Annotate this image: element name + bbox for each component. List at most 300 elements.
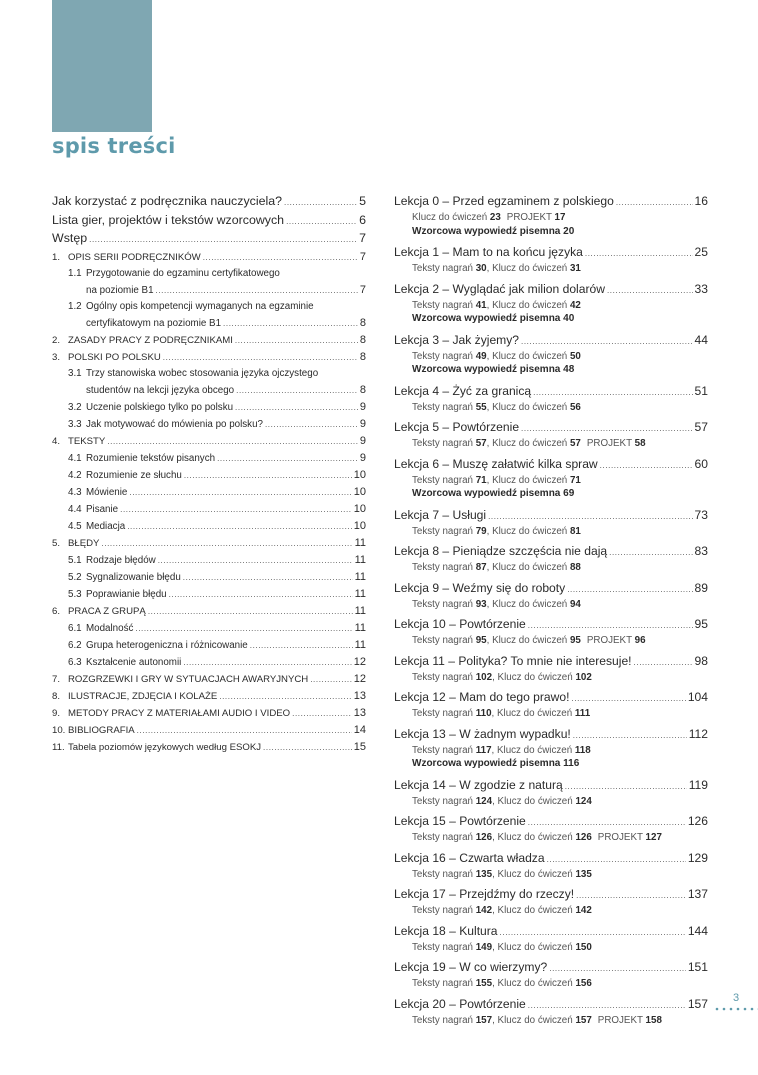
toc-subsection-line <box>68 654 366 671</box>
toc-page-number: 11 <box>354 638 366 651</box>
lesson-title: Lekcja 6 – Muszę załatwić kilka spraw <box>394 456 598 471</box>
project-page: 17 <box>554 212 566 223</box>
lesson-title: Lekcja 12 – Mam do tego prawo! <box>394 690 570 704</box>
toc-page-number: 8 <box>359 333 366 346</box>
lesson-title: Lekcja 7 – Usługi <box>394 507 487 522</box>
leader-dots <box>528 618 693 634</box>
answer-key-label: Klucz do ćwiczeń <box>492 263 568 274</box>
toc-subsection-title: Modalność <box>86 622 134 634</box>
toc-subsection-label <box>68 417 263 433</box>
page-dots-ornament <box>712 1004 758 1014</box>
leader-dots <box>607 283 693 299</box>
lesson-resources: Teksty nagrań 149, Klucz do ćwiczeń 150 <box>412 941 592 953</box>
answer-key-page: 50 <box>569 350 581 362</box>
lesson-title: Lekcja 17 – Przejdźmy do rzeczy! <box>394 887 575 901</box>
toc-section-title: TEKSTY <box>68 435 106 447</box>
recordings-label: Teksty nagrań <box>412 978 473 989</box>
lesson-page-number: 129 <box>687 850 708 865</box>
recordings-label: Teksty nagrań <box>412 474 473 486</box>
toc-page-number: 11 <box>354 587 366 600</box>
leader-dots <box>528 998 686 1014</box>
lesson-title: Lekcja 13 – W żadnym wypadku! <box>394 726 571 741</box>
toc-subsection-title: Rozumienie tekstów pisanych <box>86 452 216 464</box>
toc-subsection <box>52 484 366 501</box>
toc-section <box>52 603 366 620</box>
lesson-resources: Teksty nagrań 95, Klucz do ćwiczeń 95 PROJEKT 96 <box>412 635 646 646</box>
recordings-label: Teksty nagrań <box>412 744 473 756</box>
toc-entry-label: Lista gier, projektów i tekstów wzorcowych <box>52 212 285 227</box>
leader-dots <box>163 350 358 366</box>
lesson-page-number: 112 <box>688 726 708 741</box>
leader-dots <box>236 383 358 399</box>
toc-subsection-number: 5.2 <box>68 571 82 583</box>
toc-subsection-number: 5.3 <box>68 588 82 600</box>
recordings-page: 71 <box>475 474 487 486</box>
recordings-label: Teksty nagrań <box>412 708 473 719</box>
leader-dots <box>107 434 358 450</box>
leader-dots <box>565 779 687 795</box>
project-page: 58 <box>634 438 646 449</box>
leader-dots <box>567 582 692 598</box>
toc-left-column <box>52 193 366 756</box>
leader-dots <box>310 672 352 688</box>
toc-page-number: 9 <box>359 451 366 464</box>
toc-page-number: 11 <box>354 570 366 583</box>
toc-section-title: POLSKI PO POLSKU <box>68 351 161 363</box>
leader-dots <box>616 195 693 211</box>
lesson-entry <box>394 777 708 809</box>
lesson-title-row <box>394 959 708 977</box>
toc-subsection-line <box>68 637 366 654</box>
toc-subsection-line <box>68 382 366 399</box>
toc-section-title: Tabela poziomów językowych według ESOKJ <box>68 741 262 753</box>
toc-subsection-title: Kształcenie autonomii <box>86 656 182 668</box>
toc-page-number: 12 <box>353 655 366 668</box>
model-text-label: Wzorcowa wypowiedź pisemna <box>412 313 561 324</box>
toc-subsection-number: 4.5 <box>68 520 82 532</box>
toc-subsection-label <box>68 655 181 671</box>
answer-key-label: Klucz do ćwiczeń <box>497 795 573 807</box>
leader-dots <box>158 553 353 569</box>
toc-page-number: 15 <box>353 740 366 753</box>
lesson-title-row <box>394 244 708 262</box>
toc-subsection-number: 3.2 <box>68 401 82 413</box>
toc-page-number: 7 <box>359 231 366 245</box>
lesson-entry <box>394 281 708 327</box>
lesson-resources: Teksty nagrań 110, Klucz do ćwiczeń 111 <box>412 708 591 719</box>
model-text-page: 48 <box>563 364 575 375</box>
lesson-title: Lekcja 11 – Polityka? To mnie nie interesuje! <box>394 653 632 668</box>
leader-dots <box>292 706 352 722</box>
lesson-entry <box>394 332 708 378</box>
toc-subsection-number: 4.2 <box>68 469 82 481</box>
answer-key-label: Klucz do ćwiczeń <box>497 708 573 719</box>
lesson-entry <box>394 507 708 539</box>
lesson-title: Lekcja 18 – Kultura <box>394 923 498 938</box>
toc-subsection-line <box>68 299 366 315</box>
lesson-entry <box>394 193 708 239</box>
toc-section <box>52 671 366 688</box>
lesson-page-number: 151 <box>687 960 708 974</box>
toc-section-label <box>52 434 105 450</box>
recordings-page: 57 <box>475 438 487 449</box>
recordings-label: Teksty nagrań <box>412 438 473 449</box>
toc-page-number: 7 <box>359 283 366 296</box>
toc-entry-label: Jak korzystać z podręcznika nauczyciela? <box>52 194 283 208</box>
toc-subsection-number: 1.2 <box>68 300 82 312</box>
lesson-resources: Teksty nagrań 49, Klucz do ćwiczeń 50 <box>412 350 581 362</box>
lesson-resources: Teksty nagrań 55, Klucz do ćwiczeń 56 <box>412 401 581 413</box>
lesson-entry <box>394 996 708 1028</box>
toc-section-label <box>52 706 290 722</box>
toc-section-title: ZASADY PRACY Z PODRĘCZNIKAMI <box>68 334 233 346</box>
leader-dots <box>533 385 692 401</box>
model-text-line <box>394 225 708 240</box>
answer-key-label: Klucz do ćwiczeń <box>497 671 573 683</box>
lesson-entry <box>394 923 708 955</box>
toc-subsection-title: Sygnalizowanie błędu <box>86 571 181 583</box>
leader-dots <box>148 604 353 620</box>
answer-key-page: 150 <box>575 941 592 953</box>
leader-dots <box>521 421 693 437</box>
model-text-page: 69 <box>563 488 575 499</box>
recordings-page: 30 <box>475 263 487 274</box>
answer-key-page: 81 <box>569 525 581 537</box>
project-label: PROJEKT <box>586 438 632 449</box>
project-page: 127 <box>645 832 662 843</box>
toc-page-number: 13 <box>353 689 366 702</box>
answer-key-page: 71 <box>569 474 581 486</box>
lesson-entry <box>394 456 708 502</box>
project-page: 158 <box>645 1014 662 1026</box>
lesson-page-number: 98 <box>694 653 708 668</box>
answer-key-page: 124 <box>575 795 592 807</box>
lesson-entry <box>394 580 708 612</box>
leader-dots <box>135 621 352 637</box>
lesson-entry <box>394 689 708 721</box>
toc-page-number: 9 <box>359 417 366 430</box>
toc-subsection-line <box>68 484 366 501</box>
leader-dots <box>217 451 358 467</box>
leader-dots <box>549 961 686 977</box>
toc-subsection-label <box>68 400 233 416</box>
toc-page-number: 10 <box>353 519 366 532</box>
leader-dots <box>101 536 352 552</box>
toc-section <box>52 433 366 450</box>
lesson-title: Lekcja 0 – Przed egzaminem z polskiego <box>394 194 614 208</box>
toc-subsection-title: Mediacja <box>86 520 126 532</box>
leader-dots <box>286 214 357 231</box>
toc-page-number: 12 <box>353 672 366 685</box>
toc-subsection-label <box>68 519 125 535</box>
leader-dots <box>609 545 692 561</box>
answer-key-page: 23 <box>489 212 501 223</box>
lesson-title-row <box>394 332 708 350</box>
lesson-title-row <box>394 616 708 634</box>
answer-key-page: 88 <box>569 562 581 573</box>
toc-subsection-line <box>68 552 366 569</box>
toc-section-number: 11. <box>52 741 65 753</box>
leader-dots <box>156 283 358 299</box>
lesson-entry <box>394 616 708 648</box>
toc-subsection <box>52 518 366 535</box>
answer-key-label: Klucz do ćwiczeń <box>492 299 568 311</box>
leader-dots <box>235 333 358 349</box>
answer-key-page: 57 <box>569 438 581 449</box>
model-text-page: 116 <box>563 758 580 769</box>
lesson-resources: Teksty nagrań 124, Klucz do ćwiczeń 124 <box>412 795 592 807</box>
toc-subsection-line <box>68 399 366 416</box>
lesson-entry <box>394 850 708 882</box>
toc-subsection-number: 5.1 <box>68 554 82 566</box>
answer-key-label: Klucz do ćwiczeń <box>497 1014 573 1026</box>
toc-section-number: 5. <box>52 537 61 549</box>
toc-subsection-number: 4.3 <box>68 486 82 498</box>
lesson-resources: Teksty nagrań 93, Klucz do ćwiczeń 94 <box>412 598 581 610</box>
project-label: PROJEKT <box>586 635 632 646</box>
lesson-title-row <box>394 923 708 941</box>
toc-subsection-line <box>68 315 366 332</box>
leader-dots <box>89 232 357 249</box>
lesson-title-row <box>394 456 708 474</box>
lesson-title-row <box>394 193 708 211</box>
toc-section <box>52 705 366 722</box>
lesson-page-number: 73 <box>694 507 708 522</box>
toc-subsection-label <box>68 468 182 484</box>
leader-dots <box>600 458 693 474</box>
toc-section <box>52 688 366 705</box>
answer-key-label: Klucz do ćwiczeń <box>492 350 568 362</box>
answer-key-label: Klucz do ćwiczeń <box>492 562 568 573</box>
leader-dots <box>573 728 687 744</box>
recordings-label: Teksty nagrań <box>412 941 473 953</box>
recordings-page: 102 <box>475 671 493 683</box>
leader-dots <box>137 723 352 739</box>
lesson-title: Lekcja 16 – Czwarta władza <box>394 850 545 865</box>
leader-dots <box>169 587 353 603</box>
model-text-line <box>394 757 708 772</box>
answer-key-label: Klucz do ćwiczeń <box>497 978 573 989</box>
leader-dots <box>634 655 693 671</box>
leader-dots <box>528 815 686 831</box>
lesson-entry <box>394 419 708 451</box>
recordings-page: 142 <box>475 905 493 916</box>
recordings-page: 79 <box>475 525 487 537</box>
lesson-title: Lekcja 14 – W zgodzie z naturą <box>394 777 563 792</box>
toc-subsection <box>52 654 366 671</box>
leader-dots <box>571 691 685 707</box>
lesson-title: Lekcja 1 – Mam to na końcu języka <box>394 245 583 259</box>
toc-subsection-title: Trzy stanowiska wobec stosowania języka ojczystego <box>86 367 319 379</box>
toc-subsection-title-cont: certyfikatowym na poziomie B1 <box>86 317 222 329</box>
lesson-page-number: 33 <box>694 281 708 296</box>
toc-section-number: 2. <box>52 334 61 346</box>
toc-subsection-label <box>68 502 118 518</box>
recordings-page: 157 <box>475 1014 493 1026</box>
answer-key-page: 56 <box>569 401 581 413</box>
recordings-page: 95 <box>475 635 487 646</box>
toc-subsection-line <box>68 569 366 586</box>
lesson-page-number: 95 <box>694 617 708 631</box>
toc-section-label <box>52 250 201 266</box>
lesson-resources: Teksty nagrań 41, Klucz do ćwiczeń 42 <box>412 299 581 311</box>
toc-subsection <box>52 501 366 518</box>
model-text-page: 20 <box>563 225 575 237</box>
toc-subsection-number: 6.2 <box>68 639 82 651</box>
decorative-teal-block <box>52 0 152 132</box>
toc-subsection-label <box>68 451 215 467</box>
toc-subsection-number: 4.4 <box>68 503 82 515</box>
lesson-page-number: 83 <box>694 544 708 558</box>
model-text-label: Wzorcowa wypowiedź pisemna <box>412 364 561 375</box>
toc-section-label <box>52 333 233 349</box>
toc-page-number: 13 <box>353 706 366 719</box>
toc-right-column <box>394 193 708 1032</box>
leader-dots <box>120 502 352 518</box>
recordings-label: Teksty nagrań <box>412 350 473 362</box>
model-text-label: Wzorcowa wypowiedź pisemna <box>412 488 561 499</box>
toc-section-label <box>52 672 308 688</box>
lesson-page-number: 44 <box>694 332 708 347</box>
lesson-entry <box>394 959 708 991</box>
lesson-title-row <box>394 886 708 904</box>
toc-subsection-label <box>68 485 127 501</box>
toc-subsection-title: Jak motywować do mówienia po polsku? <box>86 418 263 430</box>
lesson-page-number: 25 <box>694 245 708 259</box>
lesson-title-row <box>394 383 708 401</box>
answer-key-page: 31 <box>569 263 581 274</box>
toc-section <box>52 332 366 349</box>
toc-section-number: 3. <box>52 351 61 363</box>
recordings-page: 126 <box>475 832 493 843</box>
toc-page-number: 8 <box>359 383 366 396</box>
answer-key-label: Klucz do ćwiczeń <box>412 212 488 223</box>
leader-dots <box>488 509 692 525</box>
toc-section-title: METODY PRACY Z MATERIAŁAMI AUDIO I VIDEO <box>68 707 291 719</box>
toc-page-number: 9 <box>359 400 366 413</box>
toc-section-label <box>52 536 99 552</box>
lesson-title: Lekcja 5 – Powtórzenie <box>394 420 520 434</box>
answer-key-label: Klucz do ćwiczeń <box>492 525 568 537</box>
lesson-title-row <box>394 543 708 561</box>
lesson-page-number: 60 <box>694 456 708 471</box>
toc-page-number: 7 <box>359 250 366 263</box>
recordings-page: 41 <box>475 299 487 311</box>
lesson-page-number: 51 <box>694 383 708 398</box>
leader-dots <box>585 246 693 262</box>
toc-section <box>52 722 366 739</box>
lesson-resources: Teksty nagrań 142, Klucz do ćwiczeń 142 <box>412 905 592 916</box>
toc-subsection-line <box>68 467 366 484</box>
toc-page-number: 10 <box>353 485 366 498</box>
project-label: PROJEKT <box>506 212 552 223</box>
toc-section-title: ROZGRZEWKI I GRY W SYTUACJACH AWARYJNYCH <box>68 673 309 685</box>
answer-key-page: 135 <box>575 868 592 880</box>
model-text-line <box>394 363 708 378</box>
recordings-label: Teksty nagrań <box>412 635 473 646</box>
answer-key-page: 42 <box>569 299 581 311</box>
toc-section-number: 8. <box>52 690 61 702</box>
recordings-page: 87 <box>475 562 487 573</box>
toc-section-label <box>52 350 161 366</box>
toc-section <box>52 349 366 366</box>
lesson-title-row <box>394 996 708 1014</box>
leader-dots <box>500 925 686 941</box>
answer-key-label: Klucz do ćwiczeń <box>497 905 573 916</box>
toc-subsection-title: Mówienie <box>86 486 128 498</box>
answer-key-label: Klucz do ćwiczeń <box>497 941 573 953</box>
toc-section-label <box>52 740 261 756</box>
toc-subsection <box>52 637 366 654</box>
project-label: PROJEKT <box>597 1014 643 1026</box>
leader-dots <box>576 888 686 904</box>
toc-page-number: 5 <box>359 194 366 208</box>
toc-subsection-label <box>68 638 248 654</box>
toc-section <box>52 535 366 552</box>
toc-subsection-line <box>68 266 366 282</box>
toc-subsection-number: 6.1 <box>68 622 82 634</box>
lesson-resources: Teksty nagrań 71, Klucz do ćwiczeń 71 <box>412 474 581 486</box>
answer-key-page: 102 <box>575 671 592 683</box>
toc-subsection-label <box>68 587 167 603</box>
lesson-resources: Teksty nagrań 102, Klucz do ćwiczeń 102 <box>412 671 592 683</box>
recordings-label: Teksty nagrań <box>412 525 473 537</box>
answer-key-page: 157 <box>575 1014 592 1026</box>
toc-subsection-line <box>68 501 366 518</box>
toc-subsection-title: Poprawianie błędu <box>86 588 167 600</box>
lesson-title: Lekcja 4 – Żyć za granicą <box>394 383 532 398</box>
lesson-entry <box>394 886 708 918</box>
toc-subsection-number: 3.3 <box>68 418 82 430</box>
leader-dots <box>547 852 686 868</box>
toc-section-label <box>52 689 217 705</box>
recordings-label: Teksty nagrań <box>412 299 473 311</box>
toc-subsection-label <box>68 621 133 637</box>
toc-subsection <box>52 366 366 399</box>
answer-key-label: Klucz do ćwiczeń <box>492 598 568 610</box>
toc-page-number: 9 <box>359 434 366 447</box>
answer-key-page: 142 <box>575 905 592 916</box>
lesson-title-row <box>394 850 708 868</box>
lesson-resources: Teksty nagrań 30, Klucz do ćwiczeń 31 <box>412 263 581 274</box>
lesson-title-row <box>394 580 708 598</box>
leader-dots <box>235 400 358 416</box>
lesson-resources: Teksty nagrań 155, Klucz do ćwiczeń 156 <box>412 978 592 989</box>
answer-key-label: Klucz do ćwiczeń <box>492 635 568 646</box>
lesson-title-row <box>394 813 708 831</box>
toc-page-number: 8 <box>359 350 366 363</box>
toc-page-number: 11 <box>354 604 366 617</box>
model-text-page: 40 <box>563 313 575 324</box>
answer-key-label: Klucz do ćwiczeń <box>492 474 568 486</box>
toc-entry-label: Wstęp <box>52 231 88 245</box>
lesson-title: Lekcja 20 – Powtórzenie <box>394 996 526 1011</box>
lesson-entry <box>394 813 708 845</box>
lesson-entry <box>394 543 708 575</box>
toc-section-title: ILUSTRACJE, ZDJĘCIA I KOLAŻE <box>68 690 218 702</box>
recordings-label: Teksty nagrań <box>412 401 473 413</box>
lesson-title-row <box>394 281 708 299</box>
toc-section-number: 7. <box>52 673 61 685</box>
answer-key-page: 95 <box>569 635 581 646</box>
toc-subsection-line <box>68 620 366 637</box>
toc-subsection <box>52 467 366 484</box>
recordings-page: 93 <box>475 598 487 610</box>
toc-page-number: 8 <box>359 316 366 329</box>
toc-page-number: 11 <box>354 553 366 566</box>
lesson-title-row <box>394 689 708 707</box>
toc-subsection-title: Pisanie <box>86 503 119 515</box>
